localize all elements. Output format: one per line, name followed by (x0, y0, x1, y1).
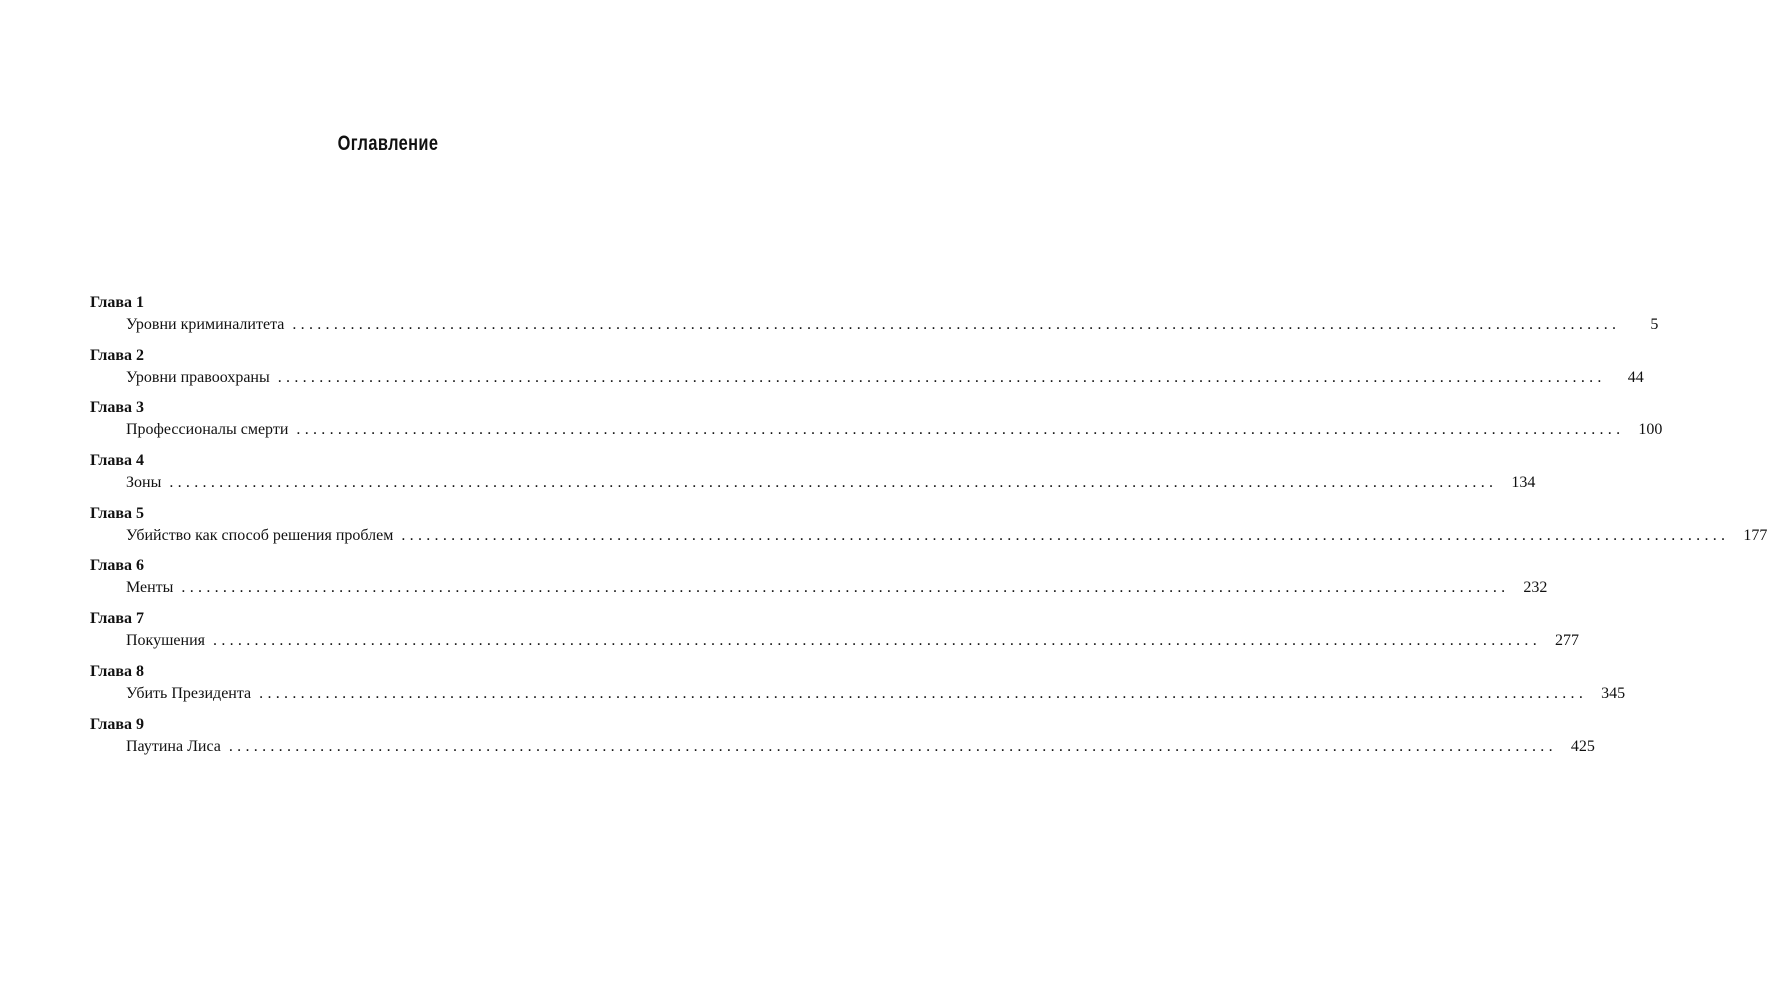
dot-leader: ................................................................................................................................................................ (259, 684, 1588, 702)
chapter-label: Глава 6 (90, 557, 144, 575)
page-number: 5 (1650, 316, 1659, 333)
chapter-title: Покушения (126, 632, 206, 650)
toc-line (126, 367, 1644, 389)
dot-leader: ................................................................................................................................................................ (277, 368, 1606, 386)
page-number: 425 (1570, 737, 1595, 755)
page-number: 134 (1511, 474, 1536, 492)
toc-entry (90, 450, 1536, 503)
toc-entry (90, 714, 1595, 767)
page-number: 100 (1638, 421, 1663, 439)
chapter-title: Убийство как способ решения проблем (126, 526, 394, 544)
chapter-title: Паутина Лиса (126, 737, 221, 755)
page-number: 277 (1555, 632, 1580, 650)
toc-line (126, 419, 1663, 441)
toc-line (126, 525, 1767, 547)
chapter-title: Менты (126, 579, 174, 597)
dot-leader: ................................................................................................................................................................ (169, 474, 1498, 492)
dot-leader: ................................................................................................................................................................ (292, 316, 1621, 333)
page-number: 44 (1627, 368, 1644, 386)
toc-line (126, 736, 1595, 758)
chapter-label: Глава 3 (90, 399, 144, 417)
chapter-title: Профессионалы смерти (126, 421, 289, 439)
page-number: 177 (1743, 526, 1767, 544)
chapter-label: Глава 1 (90, 294, 144, 311)
toc-line (126, 314, 1659, 336)
toc-entry (90, 608, 1580, 661)
dot-leader: ................................................................................................................................................................ (296, 421, 1625, 439)
toc-entry (90, 555, 1548, 608)
chapter-label: Глава 9 (90, 715, 144, 733)
table-of-contents (90, 292, 1767, 766)
toc-line (126, 630, 1580, 652)
toc-entry (90, 397, 1663, 450)
dot-leader: ................................................................................................................................................................ (228, 737, 1557, 755)
toc-line (126, 472, 1536, 494)
dot-leader: ................................................................................................................................................................ (181, 579, 1510, 597)
chapter-label: Глава 2 (90, 346, 144, 364)
chapter-label: Глава 8 (90, 662, 144, 680)
toc-entry (90, 292, 1659, 345)
toc-entry (90, 503, 1767, 556)
chapter-title: Уровни правоохраны (126, 368, 270, 386)
toc-line (126, 683, 1626, 705)
chapter-title: Зоны (126, 474, 162, 492)
page-title: Оглавление (337, 132, 439, 156)
chapter-title: Уровни криминалитета (126, 316, 285, 333)
chapter-label: Глава 5 (90, 504, 144, 522)
chapter-label: Глава 7 (90, 610, 144, 628)
dot-leader: ................................................................................................................................................................ (401, 526, 1730, 544)
page-number: 345 (1601, 684, 1626, 702)
toc-entry (90, 661, 1626, 714)
toc-entry (90, 345, 1644, 398)
chapter-label: Глава 4 (90, 452, 144, 470)
toc-line (126, 577, 1548, 599)
dot-leader: ................................................................................................................................................................ (213, 632, 1542, 650)
page-number: 232 (1523, 579, 1548, 597)
chapter-title: Убить Президента (126, 684, 252, 702)
